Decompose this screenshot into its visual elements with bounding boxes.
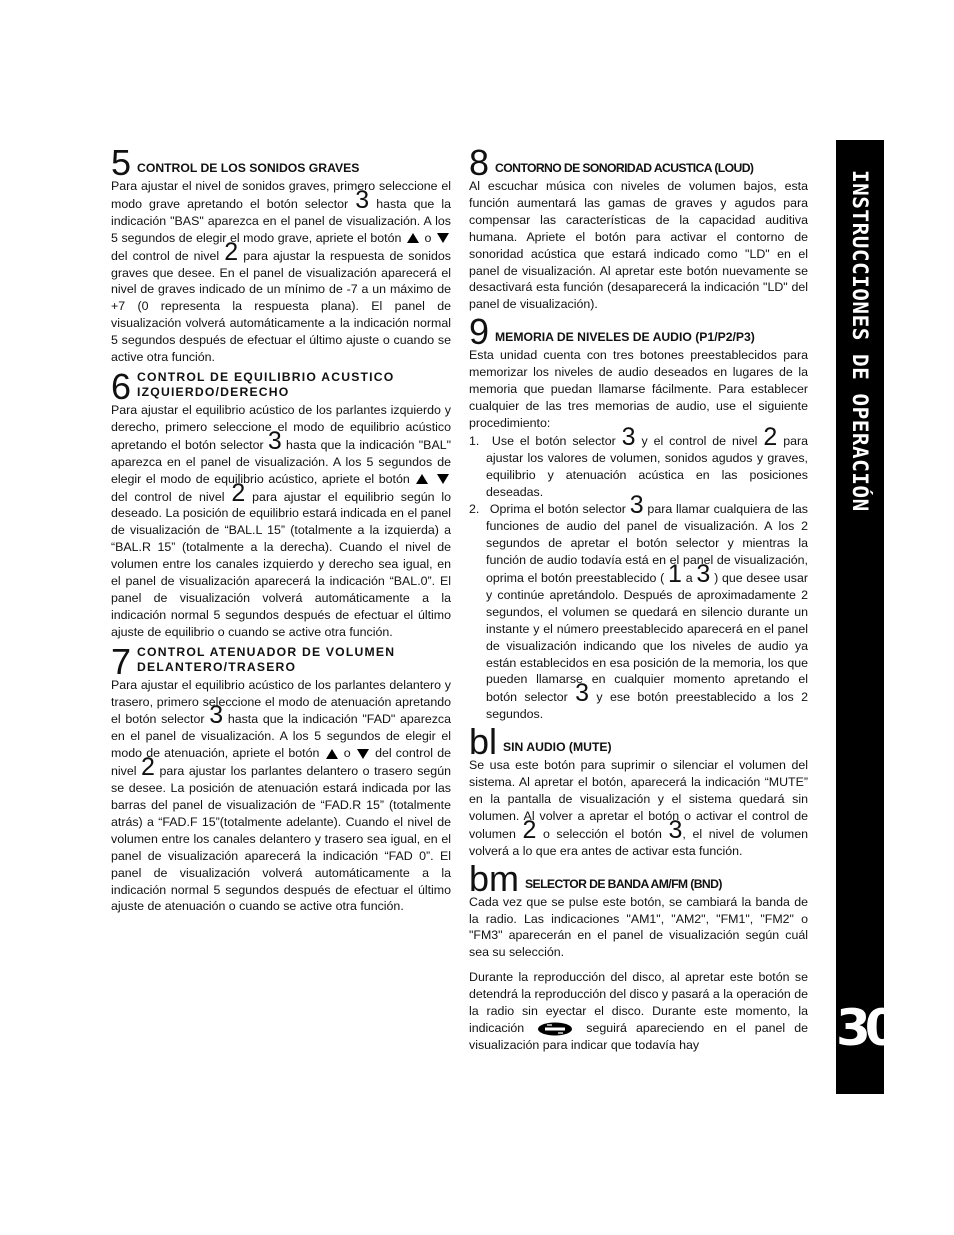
body-text: para ajustar los valores de volumen, sonidos agudos y graves, equilibrio y atenuación acústica en las posiciones deseadas. xyxy=(486,433,808,499)
selector-button-ref: 3 xyxy=(668,815,683,844)
down-arrow-icon xyxy=(437,233,449,243)
section-bass-control xyxy=(111,142,451,366)
section-band-selector xyxy=(469,857,808,1054)
body-text: Durante la reproducción del disco, al apretar este botón se detendrá la reproducción del disco y pasará a la operación de la radio sin eyectar el disco. Durante este momento, la indicación xyxy=(469,970,808,1035)
section-heading: CONTROL DE EQUILIBRIO ACUSTICO IZQUIERDO/DERECHO xyxy=(137,369,395,399)
body-text: y el control de nivel xyxy=(641,433,758,448)
body-text: para llamar cualquiera de las funciones de audio del panel de visualización. A los 2 segundos de apretar el botón selector y mientras la función de audio todavía está en el panel de visualización, oprima el botón preestablecido ( xyxy=(486,502,808,586)
page-number: 30 xyxy=(836,999,894,1057)
section-body xyxy=(111,677,451,916)
section-number: 7 xyxy=(111,640,132,682)
preset-button-ref: 3 xyxy=(696,560,711,589)
body-text: hasta que la indicación "BAS" aparezca en el panel de visualización. A los 5 segundos de elegir el modo grave, apriete el botón xyxy=(111,196,451,245)
body-text: del control de nivel xyxy=(111,489,225,504)
section-audio-memory xyxy=(469,311,808,723)
body-text: Se usa este botón para suprimir o silenciar el volumen del sistema. Al apretar el botón, aparecerá la indicación “MUTE” en la pantalla de visualización y el sistema quedará sin volumen. Al volver a apretar el botón o activar el control de volumen xyxy=(469,758,808,841)
up-arrow-icon xyxy=(416,474,428,484)
body-text: del control de nivel xyxy=(111,746,451,779)
down-arrow-icon xyxy=(437,474,449,484)
selector-button-ref: 3 xyxy=(209,701,224,730)
section-loudness xyxy=(469,142,808,313)
selector-button-ref: 3 xyxy=(355,185,370,214)
level-control-ref: 2 xyxy=(231,478,246,507)
section-intro: Esta unidad cuenta con tres botones preestablecidos para memorizar los niveles de audio deseados en lugares de la memoria que puedan llamarse fácilmente. Para establecer cualquier de las tres memorias de audio, use el siguiente procedimiento: xyxy=(469,348,808,430)
section-number: 6 xyxy=(111,365,132,407)
section-number: 9 xyxy=(469,311,490,353)
body-text: o xyxy=(343,746,351,761)
body-text: Para ajustar el equilibrio acústico de los parlantes izquierdo y derecho, primero seleccione el modo de equilibrio acústico apretando el botón selector xyxy=(111,402,451,452)
section-number: bl xyxy=(469,721,498,763)
section-fader-control xyxy=(111,640,451,916)
step-number: 1. xyxy=(469,433,480,448)
section-heading: CONTROL ATENUADOR DE VOLUMEN DELANTERO/TRASERO xyxy=(137,644,396,674)
procedure-step-2 xyxy=(469,491,808,723)
section-balance-control xyxy=(111,365,452,641)
disc-indicator-icon xyxy=(535,1021,575,1037)
section-body xyxy=(469,757,808,859)
body-text: seguirá apareciendo en el panel de visualización para indicar que todavía hay xyxy=(469,1020,808,1052)
selector-button-ref: 3 xyxy=(575,679,590,708)
up-arrow-icon xyxy=(326,749,338,759)
body-text: y ese botón preestablecido a los 2 segundos. xyxy=(486,690,808,722)
section-heading: SIN AUDIO (MUTE) xyxy=(503,740,612,755)
procedure-step-1 xyxy=(469,422,808,501)
section-body xyxy=(469,969,808,1054)
selector-button-ref: 3 xyxy=(621,422,636,451)
body-text: Use el botón selector xyxy=(491,433,616,448)
body-text: o xyxy=(424,230,432,245)
step-number: 2. xyxy=(469,502,480,517)
body-text: Para ajustar el equilibrio acústico de los parlantes delantero y trasero, primero seleccione el modo de atenuación apretando el botón selector xyxy=(111,677,451,727)
section-heading: SELECTOR DE BANDA AM/FM (BND) xyxy=(525,876,722,891)
section-header xyxy=(111,640,451,682)
body-text: para ajustar el equilibrio según lo deseado. La posición de equilibrio estará indicada en el panel de visualización de “BAL.L 15” (totalmente a la izquierda) a “BAL.R 15” (totalmente a la derecha). Cuando el nivel de volumen entre los canales izquierdo y derecho sea igual, en el panel de visualización aparecerá la indicación “BAL.0”. El panel de visualización volverá automáticamente a la indicación normal 5 segundos después de efectuar el último ajuste de equilibrio o cuando se active otra función. xyxy=(111,489,452,639)
section-header xyxy=(469,311,808,353)
chapter-side-tab xyxy=(836,140,894,1094)
section-header xyxy=(111,142,451,183)
section-heading: MEMORIA DE NIVELES DE AUDIO (P1/P2/P3) xyxy=(495,330,755,345)
preset-button-ref: 1 xyxy=(668,560,682,589)
selector-button-ref: 3 xyxy=(629,491,644,520)
body-text: hasta que la indicación "FAD" aparezca en el panel de visualización. A los 5 segundos de elegir el modo de atenuación, apriete el botón xyxy=(111,712,451,761)
section-heading: CONTORNO DE SONORIDAD ACUSTICA (LOUD) xyxy=(495,161,754,175)
section-header xyxy=(469,142,808,183)
body-text: Oprima el botón selector xyxy=(489,502,626,517)
body-text: a xyxy=(685,571,693,586)
section-mute xyxy=(469,721,808,859)
level-control-ref: 2 xyxy=(522,815,537,844)
section-number: bm xyxy=(469,857,520,899)
section-number: 8 xyxy=(469,142,490,183)
level-control-ref: 2 xyxy=(763,422,778,451)
body-text: para ajustar los parlantes delantero o trasero según se desee. La posición de atenuación estará indicada por las barras del panel de visualización de “FAD.R 15” (totalmente atrás) a “FAD.F 15”(totalmente adelante). Cuando el nivel de volumen entre los canales delantero y trasero sea igual, en el panel de visualización aparecerá la indicación “FAD 0”. El panel de visualización volverá automáticamente a la indicación normal 5 segundos después de efectuar el último ajuste de atenuación o cuando se active otra función. xyxy=(111,764,451,914)
section-heading: CONTROL DE LOS SONIDOS GRAVES xyxy=(137,161,360,175)
body-text: ) que desee usar y continúe apretándolo. Después de aproximadamente 2 segundos, el volumen se quedará en silencio durante un instante y el número preestablecido aparecerá en el panel de visualización indicando que los niveles de audio ya están establecidos en esa posición de la memoria, los que pueden llamarse en cualquier momento apretando el botón selector xyxy=(486,571,808,705)
section-body xyxy=(111,402,451,641)
section-header xyxy=(111,365,451,407)
selector-button-ref: 3 xyxy=(267,426,282,455)
section-body: Al escuchar música con niveles de volumen bajos, esta función aumentará las gamas de graves y agudos para compensar las características de la capacidad auditiva humana. Apriete el botón para activar el contorno de sonoridad acústica que estará indicado como "LD" en el panel de visualización. Al apretar este botón nuevamente se desactivará esta función (desaparecerá la indicación "LD" del panel de visualización). xyxy=(469,179,808,312)
body-text: o selección el botón xyxy=(542,826,662,841)
body-text: Para ajustar el nivel de sonidos graves, primero seleccione el modo grave apretando el botón selector xyxy=(111,179,451,211)
body-text: del control de nivel xyxy=(111,248,220,263)
down-arrow-icon xyxy=(357,749,369,759)
level-control-ref: 2 xyxy=(224,237,239,266)
right-column xyxy=(469,142,808,1058)
section-body: Cada vez que se pulse este botón, se cambiará la banda de la radio. Las indicaciones "AM1", "AM2", "FM1", "FM2" o "FM3" aparecerán en el panel de visualización según cuál sea su selección. xyxy=(469,894,808,960)
section-header xyxy=(469,721,808,763)
body-text: para ajustar la respuesta de sonidos graves que desee. En el panel de visualización aparecerá el nivel de graves indicado de un mínimo de -7 a un máximo de +7 (0 representa la respuesta plana). El panel de visualización volverá automáticamente a la indicación normal 5 segundos después de efectuar el último ajuste o cuando se active otra función. xyxy=(111,248,451,365)
section-body xyxy=(111,178,451,366)
section-header xyxy=(469,857,808,899)
section-number: 5 xyxy=(111,142,132,183)
left-column xyxy=(111,142,452,919)
up-arrow-icon xyxy=(407,233,419,243)
body-text: , el nivel de volumen volverá a lo que era antes de activar esta función. xyxy=(469,826,808,858)
body-text: hasta que la indicación "BAL" aparezca en el panel de visualización. A los 5 segundos de elegir el modo de equilibrio acústico, apriete el botón xyxy=(111,437,452,486)
chapter-title: INSTRUCCIONES DE OPERACIÓN xyxy=(848,170,872,512)
level-control-ref: 2 xyxy=(141,753,155,782)
